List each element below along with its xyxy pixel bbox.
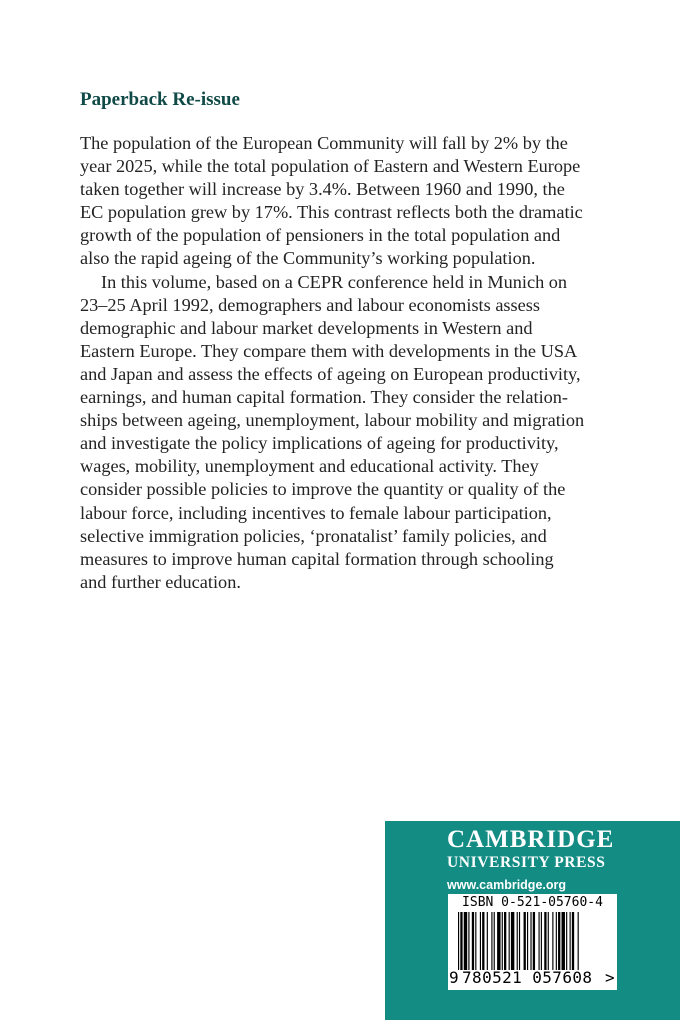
barcode-bar (572, 912, 574, 970)
paragraph-2-line: earnings, and human capital formation. They consider the relation- (80, 387, 569, 408)
barcode-bar (552, 912, 553, 970)
blurb-text (80, 132, 620, 594)
barcode-bar (511, 912, 514, 970)
paragraph-2-line: wages, mobility, unemployment and educational activity. They (80, 456, 539, 477)
barcode-bar (533, 912, 535, 970)
isbn-barcode (448, 894, 617, 990)
paragraph-2-line: measures to improve human capital formation through schooling (80, 548, 554, 569)
publisher-url: www.cambridge.org (447, 878, 567, 892)
barcode-bar (519, 912, 520, 970)
barcode-bar (556, 912, 557, 970)
barcode-bar (530, 912, 531, 970)
barcode-first-digit: 9 (449, 968, 460, 987)
paragraph-2-line: and Japan and assess the effects of ageing on European productivity, (80, 363, 581, 384)
barcode-bar (502, 912, 503, 970)
barcode-bar (527, 912, 528, 970)
paragraph-2-line: labour force, including incentives to female labour participation, (80, 502, 552, 523)
paragraph-1-line: taken together will increase by 3.4%. Between 1960 and 1990, the (80, 179, 565, 200)
barcode-bar (487, 912, 488, 970)
barcode-bar (458, 912, 459, 970)
barcode-bar (578, 912, 579, 970)
paragraph-1-line: growth of the population of pensioners in the total population and (80, 225, 561, 246)
barcode-bar (497, 912, 500, 970)
barcode-bar (480, 912, 481, 970)
publisher-logo (447, 827, 622, 892)
barcode-bar (541, 912, 542, 970)
paragraph-2-line: and further education. (80, 571, 241, 592)
barcode-bar (566, 912, 567, 970)
publisher-subtitle: UNIVERSITY PRESS (447, 854, 606, 871)
barcode-arrow: > (605, 968, 616, 987)
barcode-bar (570, 912, 571, 970)
barcode-bar (468, 912, 469, 970)
paragraph-2-line: Eastern Europe. They compare them with developments in the USA (80, 340, 578, 361)
section-heading: Paperback Re-issue (80, 89, 240, 110)
barcode-bar (475, 912, 476, 970)
barcode-bar (548, 912, 549, 970)
barcode-bar (482, 912, 484, 970)
barcode-bar (539, 912, 540, 970)
barcode-bar (464, 912, 467, 970)
barcode-bar (562, 912, 565, 970)
paragraph-2-line: demographic and labour market developments in Western and (80, 317, 533, 338)
paragraph-2-line: and investigate the policy implications of ageing for productivity, (80, 433, 559, 454)
paragraph-1-line: The population of the European Community will fall by 2% by the (80, 133, 568, 153)
barcode-bar (509, 912, 510, 970)
barcode-bar (494, 912, 495, 970)
paragraph-2-line: ships between ageing, unemployment, labour mobility and migration (80, 410, 585, 431)
barcode-number: 780521 057608 (462, 968, 593, 987)
paragraph-2-line: consider possible policies to improve the quantity or quality of the (80, 479, 566, 500)
paragraph-1-line: also the rapid ageing of the Community’s working population. (80, 248, 536, 269)
barcode-bar (524, 912, 526, 970)
paragraph-1-line: year 2025, while the total population of Eastern and Western Europe (80, 156, 581, 177)
barcode-bar (558, 912, 560, 970)
paragraph-2-line: 23–25 April 1992, demographers and labour economists assess (80, 294, 541, 315)
isbn-label: ISBN 0-521-05760-4 (462, 895, 603, 910)
paragraph-1-line: EC population grew by 17%. This contrast reflects both the dramatic (80, 202, 583, 223)
barcode-bars (458, 912, 610, 970)
barcode-bar (544, 912, 546, 970)
barcode-bar (517, 912, 518, 970)
barcode-bar (460, 912, 462, 970)
publisher-panel (385, 821, 680, 1020)
barcode-bar (472, 912, 474, 970)
barcode-bar (491, 912, 492, 970)
paragraph-2-line: In this volume, based on a CEPR conference held in Munich on (101, 271, 568, 292)
paragraph-2-line: selective immigration policies, ‘pronatalist’ family policies, and (80, 525, 547, 546)
publisher-name: CAMBRIDGE (447, 826, 615, 853)
barcode-bar (504, 912, 506, 970)
